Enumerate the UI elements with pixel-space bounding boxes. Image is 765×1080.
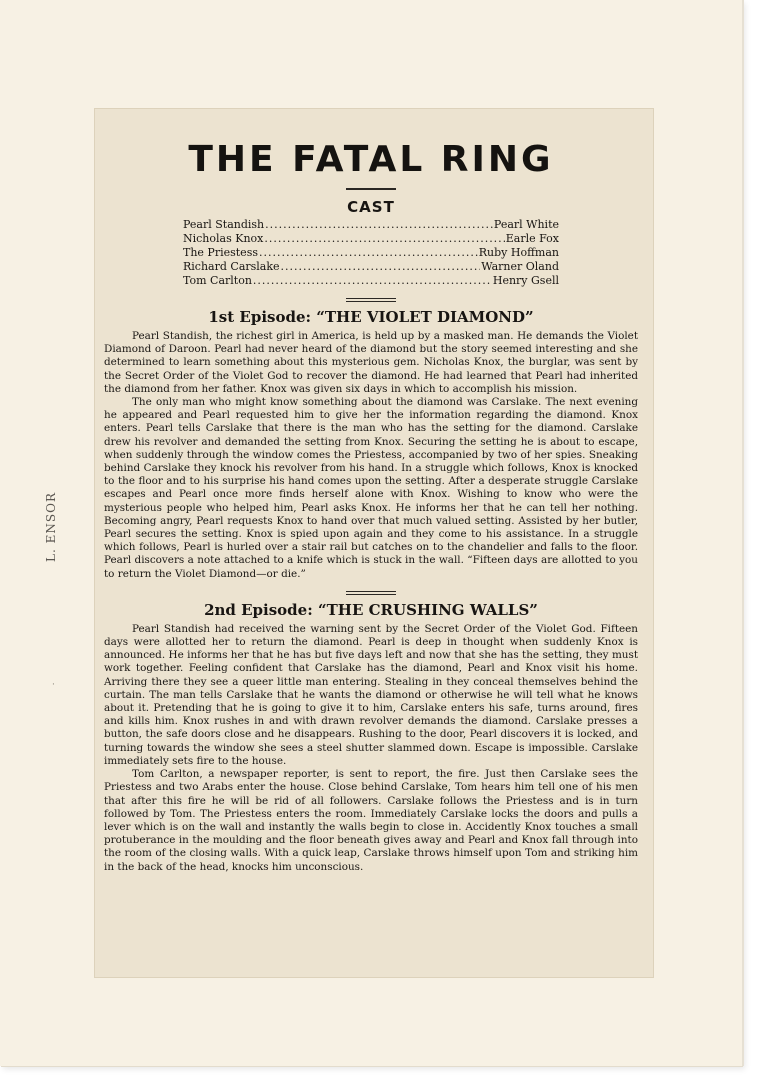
sheet-edge xyxy=(742,0,744,1066)
cast-row xyxy=(183,232,559,246)
spacer xyxy=(104,288,638,298)
title-rule xyxy=(346,188,396,190)
episode-2 xyxy=(104,601,638,874)
cast-row xyxy=(183,260,559,274)
section-rule xyxy=(346,298,396,302)
side-handwritten-mark: L. ENSOR xyxy=(44,492,58,562)
episode-body xyxy=(104,330,638,581)
cast-actor: Ruby Hoffman xyxy=(478,246,559,259)
cast-actor: Earle Fox xyxy=(505,232,559,245)
spacer xyxy=(104,581,638,591)
cast-role: Richard Carslake xyxy=(183,260,280,273)
cast-actor: Henry Gsell xyxy=(492,274,559,287)
episode-paragraph: The only man who might know something about the diamond was Carslake. The next evening he appeared and Pearl requested him to give her the information regarding the diamond. Knox enters. Pearl tells Carslake that there is the man who has the setting for the diamond. Carslake drew his revolver and demanded the setting from Knox. Securing the setting he is about to escape, when suddenly through the window comes the Priestess, accompanied by two of her spies. Sneaking behind Carslake they knock his revolver from his hand. In a struggle which follows, Knox is knocked to the floor and to his surprise his hand comes upon the setting. After a desperate struggle Carslake escapes and Pearl once more finds herself alone with Knox. Wishing to know who were the mysterious people who helped him, Pearl asks Knox. He informs her that he can tell her nothing. Becoming angry, Pearl requests Knox to hand over that much valued setting. Assisted by her butler, Pearl secures the setting. Knox is spied upon again and they come to his assistance. In a struggle which follows, Pearl is hurled over a stair rail but catches on to the chandelier and falls to the floor. Pearl discovers a note attached to a knife which is stuck in the wall. “Fifteen days are allotted to you to return the Violet Diamond—or die.” xyxy=(104,396,638,580)
cast-row xyxy=(183,274,559,288)
episode-heading: 2nd Episode: “THE CRUSHING WALLS” xyxy=(204,600,538,619)
clipping-content xyxy=(104,132,638,874)
document-title: THE FATAL RING xyxy=(188,139,554,180)
episode-paragraph: Pearl Standish had received the warning sent by the Secret Order of the Violet God. Fifteen days were allotted her to return the diamond. Pearl is deep in thought when suddenly Knox is announced. He informs her that he has but five days left and now that she has the setting, they must work together. Feeling confident that Carslake has the diamond, Pearl and Knox visit his home. Arriving there they see a queer little man entering. Stealing in they conceal themselves behind the curtain. The man tells Carslake that he wants the diamond or otherwise he will tell what he knows about it. Pretending that he is going to give it to him, Carslake enters his safe, turns around, fires and kills him. Knox rushes in and with drawn revolver demands the diamond. Carslake presses a button, the safe doors close and he disappears. Rushing to the door, Pearl discovers it is locked, and turning towards the window she sees a steel shutter slammed down. Escape is impossible. Carslake immediately sets fire to the house. xyxy=(104,622,638,767)
episode-paragraph: Tom Carlton, a newspaper reporter, is sent to report, the fire. Just then Carslake sees the Priestess and two Arabs enter the house. Close behind Carslake, Tom hears him tell one of his men that after this fire he will be rid of all followers. Carslake follows the Priestess and is in turn followed by Tom. The Priestess enters the room. Immediately Carslake locks the doors and pulls a lever which is on the wall and instantly the walls begin to close in. Accidently Knox touches a small protuberance in the moulding and the floor beneath gives away and Pearl and Knox fall through into the room of the closing walls. With a quick leap, Carslake throws himself upon Tom and striking him in the back of the head, knocks him unconscious. xyxy=(104,768,638,873)
cast-role: The Priestess xyxy=(183,246,258,259)
cast-actor: Warner Oland xyxy=(481,260,559,273)
cast-role: Pearl Standish xyxy=(183,218,265,231)
section-rule xyxy=(346,591,396,595)
cast-leader-dots xyxy=(253,274,492,288)
cast-leader-dots xyxy=(281,260,481,274)
episode-heading: 1st Episode: “THE VIOLET DIAMOND” xyxy=(208,308,534,326)
episode-body xyxy=(104,623,638,874)
cast-leader-dots xyxy=(265,218,493,232)
episode-paragraph: Pearl Standish, the richest girl in America, is held up by a masked man. He demands the Violet Diamond of Daroon. Pearl had never heard of the diamond but the story seemed interesting and she determined to learn something about this mysterious gem. Nicholas Knox, the burglar, was sent by the Secret Order of the Violet God to recover the diamond. He had learned that Pearl had inherited the diamond from her father. Knox was given six days in which to accomplish his mission. xyxy=(104,330,638,395)
cast-actor: Pearl White xyxy=(493,218,559,231)
small-pencil-mark: · xyxy=(52,680,55,690)
cast-role: Tom Carlton xyxy=(183,274,252,287)
cast-heading: CAST xyxy=(347,198,395,216)
cast-leader-dots xyxy=(264,232,504,246)
cast-role: Nicholas Knox xyxy=(183,232,264,245)
cast-row xyxy=(183,246,559,260)
episode-1 xyxy=(104,308,638,581)
cast-list xyxy=(183,218,559,288)
cast-row xyxy=(183,218,559,232)
cast-leader-dots xyxy=(259,246,478,260)
